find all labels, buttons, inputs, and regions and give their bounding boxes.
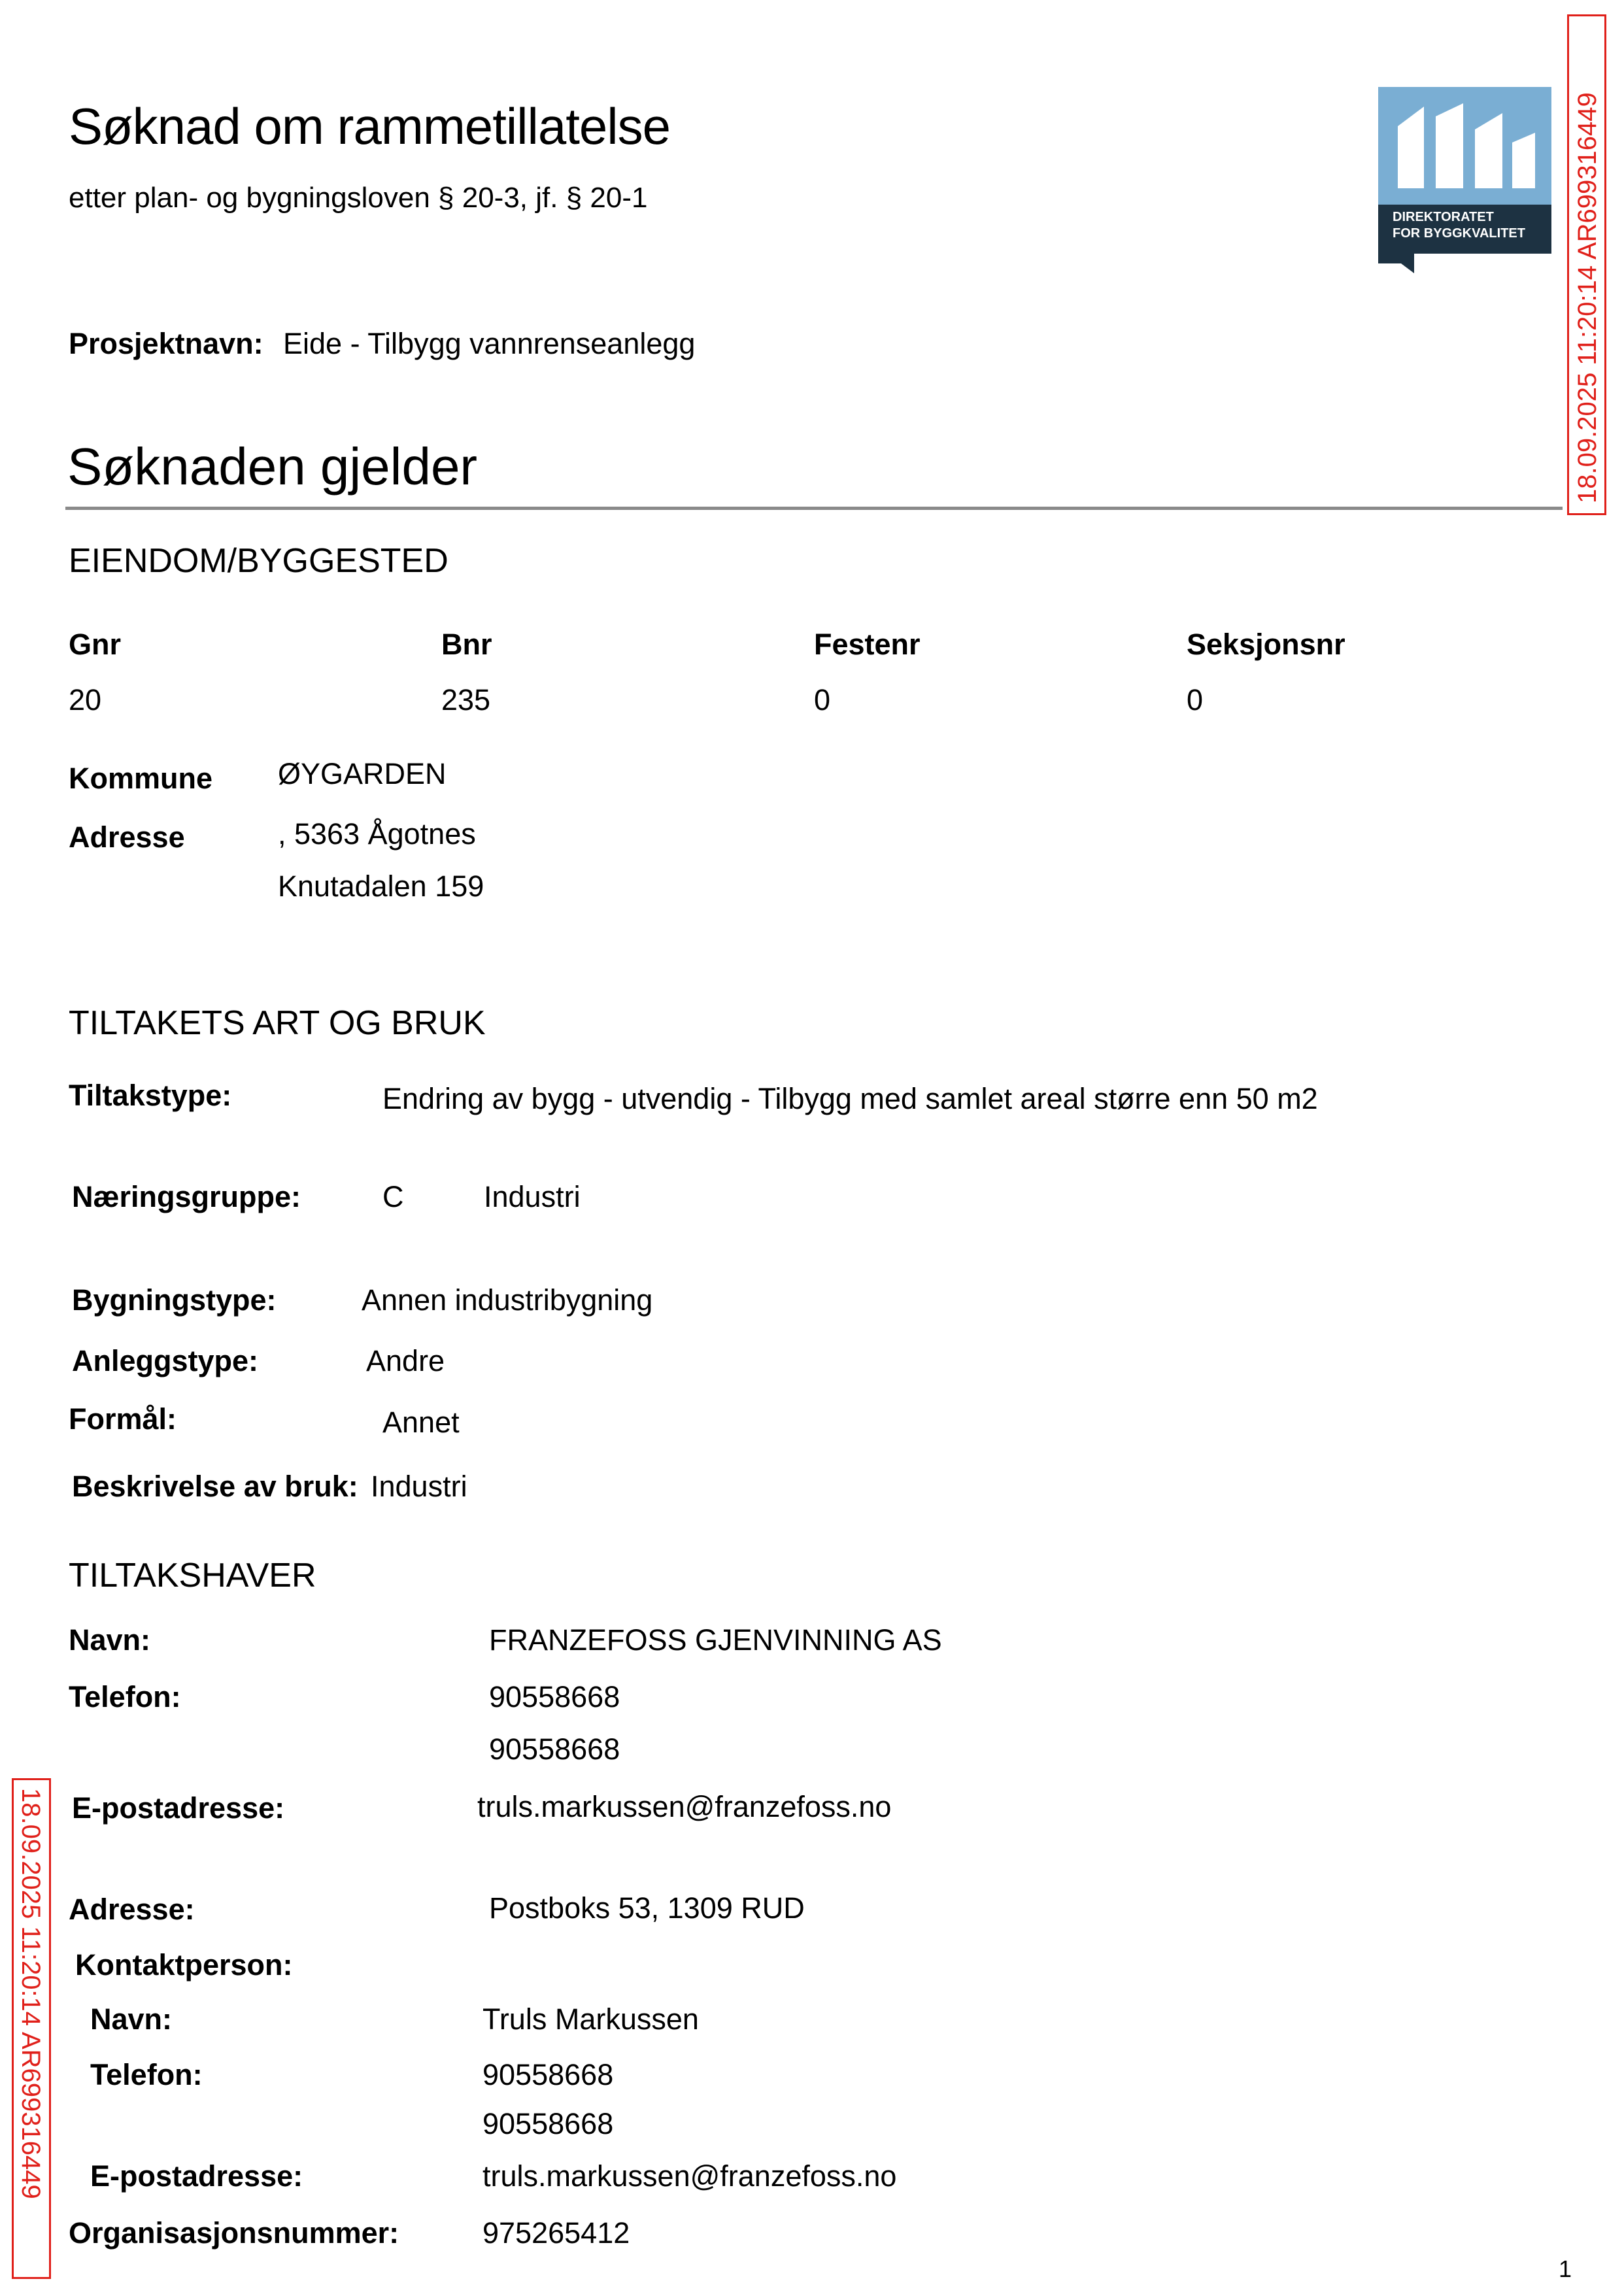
document-title: Søknad om rammetillatelse [69,97,670,155]
bnr-value: 235 [441,683,491,717]
kontakt-navn-label: Navn: [90,2002,173,2036]
seksjonsnr-label: Seksjonsnr [1187,628,1345,661]
telefon-value-1: 90558668 [489,1680,620,1713]
gnr-label: Gnr [69,628,122,661]
tiltakshaver-adresse-value: Postboks 53, 1309 RUD [489,1891,805,1925]
stamp-text-bottom: 18.09.2025 11:20:14 AR699316449 [16,1788,45,2199]
naeringsgruppe-value: Industri [484,1180,581,1213]
dibk-logo-graphic [1378,87,1551,273]
adresse-label: Adresse [69,820,185,854]
stamp-text-top: 18.09.2025 11:20:14 AR699316449 [1573,92,1602,503]
seksjonsnr-value: 0 [1187,683,1204,717]
naeringsgruppe-label: Næringsgruppe: [72,1180,301,1213]
adresse-line1: , 5363 Ågotnes [278,817,476,851]
bygningstype-label: Bygningstype: [72,1283,277,1317]
kontakt-epost-label: E-postadresse: [90,2159,303,2193]
kommune-label: Kommune [69,762,213,795]
naeringsgruppe-code: C [382,1180,404,1213]
eiendom-heading: EIENDOM/BYGGESTED [69,542,448,580]
adresse-line2: Knutadalen 159 [278,869,484,903]
formal-value: Annet [382,1406,460,1439]
section-title: Søknaden gjelder [67,437,478,496]
stamp-bottom-left [12,1778,51,2279]
tiltakstype-label: Tiltakstype: [69,1079,232,1112]
kontakt-navn-value: Truls Markussen [482,2002,699,2036]
kommune-value: ØYGARDEN [278,757,447,790]
navn-label: Navn: [69,1623,151,1657]
tiltakshaver-heading: TILTAKSHAVER [69,1557,316,1594]
dibk-logo [1378,87,1551,273]
logo-line2: FOR BYGGKVALITET [1393,226,1525,241]
orgnr-value: 975265412 [482,2216,630,2250]
epost-label: E-postadresse: [72,1791,285,1825]
bnr-label: Bnr [441,628,492,661]
beskrivelse-value: Industri [371,1470,467,1503]
page-number: 1 [1559,2255,1572,2282]
tiltak-heading: TILTAKETS ART OG BRUK [69,1004,486,1042]
orgnr-label: Organisasjonsnummer: [69,2216,399,2250]
beskrivelse-label: Beskrivelse av bruk: [72,1470,358,1503]
telefon-label: Telefon: [69,1680,181,1713]
festenr-label: Festenr [814,628,921,661]
project-name: Eide - Tilbygg vannrenseanlegg [283,327,696,360]
kontakt-epost-value: truls.markussen@franzefoss.no [482,2159,897,2193]
formal-label: Formål: [69,1402,177,1436]
epost-value: truls.markussen@franzefoss.no [477,1790,892,1823]
bygningstype-value: Annen industribygning [362,1283,653,1317]
section-divider [65,507,1563,510]
navn-value: FRANZEFOSS GJENVINNING AS [489,1623,942,1657]
telefon-value-2: 90558668 [489,1732,620,1766]
festenr-value: 0 [814,683,831,717]
kontaktperson-label: Kontaktperson: [75,1948,293,1982]
kontakt-telefon-value-1: 90558668 [482,2058,614,2091]
anleggstype-label: Anleggstype: [72,1344,259,1377]
project-label: Prosjektnavn: [69,327,263,360]
gnr-value: 20 [69,683,102,717]
kontakt-telefon-label: Telefon: [90,2058,203,2091]
tiltakshaver-adresse-label: Adresse: [69,1893,195,1926]
kontakt-telefon-value-2: 90558668 [482,2107,614,2140]
tiltakstype-value: Endring av bygg - utvendig - Tilbygg med samlet areal større enn 50 m2 [382,1082,1318,1115]
logo-line1: DIREKTORATET [1393,210,1494,224]
stamp-top-right [1567,14,1606,515]
document-subtitle: etter plan- og bygningsloven § 20-3, jf. § 20-1 [69,182,648,214]
anleggstype-value: Andre [366,1344,445,1377]
